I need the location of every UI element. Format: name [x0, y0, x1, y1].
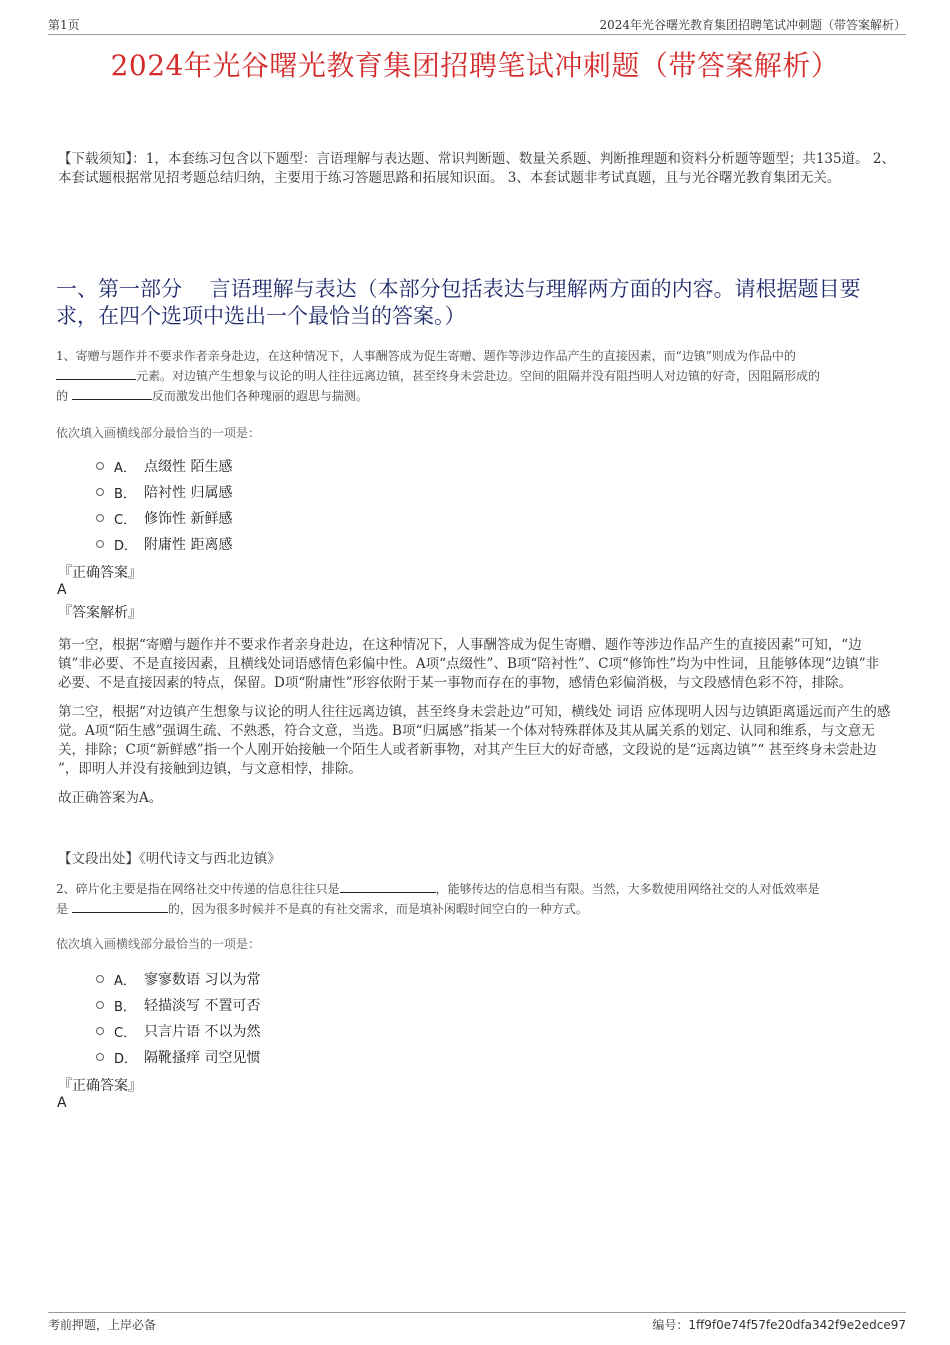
question-2-text-part-a: 2、碎片化主要是指在网络社交中传递的信息往往只是: [56, 882, 340, 896]
question-1-text-part-b: 元素。对边镇产生想象与议论的明人往往远离边镇，甚至终身未尝赴边。空间的阻隔并没有阻挡明人对边镇的好奇，因阻隔形成的: [136, 369, 821, 383]
question-1-text-part-c: 反而激发出他们各种瑰丽的遐思与揣测。: [151, 389, 368, 403]
radio-icon[interactable]: [96, 488, 104, 496]
section-title: 一、第一部分 言语理解与表达（本部分包括表达与理解两方面的内容。请根据题目要求，在四个选项中选出一个最恰当的答案。）: [56, 277, 861, 328]
radio-icon[interactable]: [96, 462, 104, 470]
question-2-answer: A: [57, 1095, 67, 1111]
question-2-options: [96, 966, 496, 1070]
question-1-analysis: [58, 636, 892, 818]
question-2-text-part-b: ，能够传达的信息相当有限。当然，大多数使用网络社交的人对低效率是: [435, 882, 820, 896]
radio-icon[interactable]: [96, 1001, 104, 1009]
question-1-option-b[interactable]: B． 陪衬性 归属感: [96, 479, 496, 505]
question-2-option-a[interactable]: A． 寥寥数语 习以为常: [96, 966, 496, 992]
question-1-instruction: 依次填入画横线部分最恰当的一项是：: [56, 426, 261, 440]
analysis-paragraph: 故正确答案为A。: [58, 790, 163, 806]
fill-blank-1: [56, 367, 136, 380]
radio-icon[interactable]: [96, 1053, 104, 1061]
question-1-source: 【文段出处】《明代诗文与西北边镇》: [58, 851, 281, 867]
analysis-paragraph: 第一空，根据“寄赠与题作并不要求作者亲身赴边，在这种情况下，人事酬答成为促生寄赠、题作等涉边作品产生的直接因素”可知，“边镇”非必要、不是直接因素，且横线处词语感情色彩偏中性。A项“点缀性”、B项“陪衬性”、C项“修饰性”均为中性词，且能够体现“边镇”非必要、不是直接因素的特点，保留。D项“附庸性”形容依附于某一事物而存在的事物，感情色彩偏消极，与文段感情色彩不符，排除。: [58, 637, 880, 691]
radio-icon[interactable]: [96, 975, 104, 983]
question-2-text: 2、碎片化主要是指在网络社交中传递的信息往往只是 ，能够传达的信息相当有限。当然，大多数使用网络社交的人对低效率是 是 的，因为很多时候并不是真的有社交需求，而是填补闲暇时间空白的一种方式。: [56, 882, 820, 916]
question-1-text: 1、寄赠与题作并不要求作者亲身赴边，在这种情况下，人事酬答成为促生寄赠、题作等涉边作品产生的直接因素，而“边镇”则成为作品中的 元素。对边镇产生想象与议论的明人往往远离边镇，甚至终身未尝赴边。空间的阻隔并没有阻挡明人对边镇的好奇，因阻隔形成的 的 反而激发出他们各种瑰丽的遐思与揣测。: [56, 349, 821, 403]
download-notice: 【下载须知】：1，本套练习包含以下题型：言语理解与表达题、常识判断题、数量关系题、判断推理题和资料分析题等题型；共135道。 2、本套试题根据常见招考题总结归纳，主要用于练习答题思路和拓展知识面。 3、本套试题非考试真题，且与光谷曙光教育集团无关。: [58, 151, 895, 186]
question-1-option-c[interactable]: C． 修饰性 新鲜感: [96, 505, 496, 531]
radio-icon[interactable]: [96, 540, 104, 548]
document-title: 2024年光谷曙光教育集团招聘笔试冲刺题（带答案解析）: [110, 49, 840, 82]
question-1-option-a[interactable]: A． 点缀性 陌生感: [96, 453, 496, 479]
question-1-answer: A: [57, 582, 67, 598]
question-1-analysis-label: 『答案解析』: [58, 605, 142, 621]
page-header: [48, 14, 906, 35]
question-2-instruction: 依次填入画横线部分最恰当的一项是：: [56, 937, 261, 951]
page-footer: [48, 1312, 906, 1333]
header-doc-title: 2024年光谷曙光教育集团招聘笔试冲刺题（带答案解析）: [599, 18, 906, 32]
question-1-answer-label: 『正确答案』: [58, 565, 142, 581]
radio-icon[interactable]: [96, 514, 104, 522]
fill-blank-4: [72, 900, 168, 913]
analysis-paragraph: 第二空，根据“对边镇产生想象与议论的明人往往远离边镇，甚至终身未尝赴边”可知，横线处 词语 应体现明人因与边镇距离遥远而产生的感觉。A项“陌生感”强调生疏、不熟悉，符合文意，当选。B项“归属感”指某一个体对特殊群体及其从属关系的划定、认同和维系，与文意无关，排除；C项“新鲜感”指一个人刚开始接触一个陌生人或者新事物，对其产生巨大的好奇感，文段说的是“远离边镇”“ 甚至终身未尝赴边 ”，即明人并没有接触到边镇，与文意相悖，排除。: [58, 704, 891, 777]
page-number: 第1页: [48, 18, 80, 32]
question-2-option-d[interactable]: D． 隔靴搔痒 司空见惯: [96, 1044, 496, 1070]
question-2-answer-label: 『正确答案』: [58, 1078, 142, 1094]
question-1-options: [96, 453, 496, 557]
footer-code-label: 编号：: [652, 1318, 689, 1332]
footer-code-value: 1ff9f0e74f57fe20dfa342f9e2edce97: [688, 1318, 906, 1332]
question-1-option-d[interactable]: D． 附庸性 距离感: [96, 531, 496, 557]
footer-code: [652, 1316, 906, 1333]
footer-slogan: 考前押题，上岸必备: [48, 1318, 157, 1332]
radio-icon[interactable]: [96, 1027, 104, 1035]
fill-blank-2: [72, 387, 152, 400]
fill-blank-3: [340, 880, 436, 893]
question-2-option-c[interactable]: C． 只言片语 不以为然: [96, 1018, 496, 1044]
question-2-option-b[interactable]: B． 轻描淡写 不置可否: [96, 992, 496, 1018]
question-2-text-part-c: 的，因为很多时候并不是真的有社交需求，而是填补闲暇时间空白的一种方式。: [167, 902, 588, 916]
question-1-text-part-a: 1、寄赠与题作并不要求作者亲身赴边，在这种情况下，人事酬答成为促生寄赠、题作等涉边作品产生的直接因素，而“边镇”则成为作品中的: [56, 349, 796, 363]
